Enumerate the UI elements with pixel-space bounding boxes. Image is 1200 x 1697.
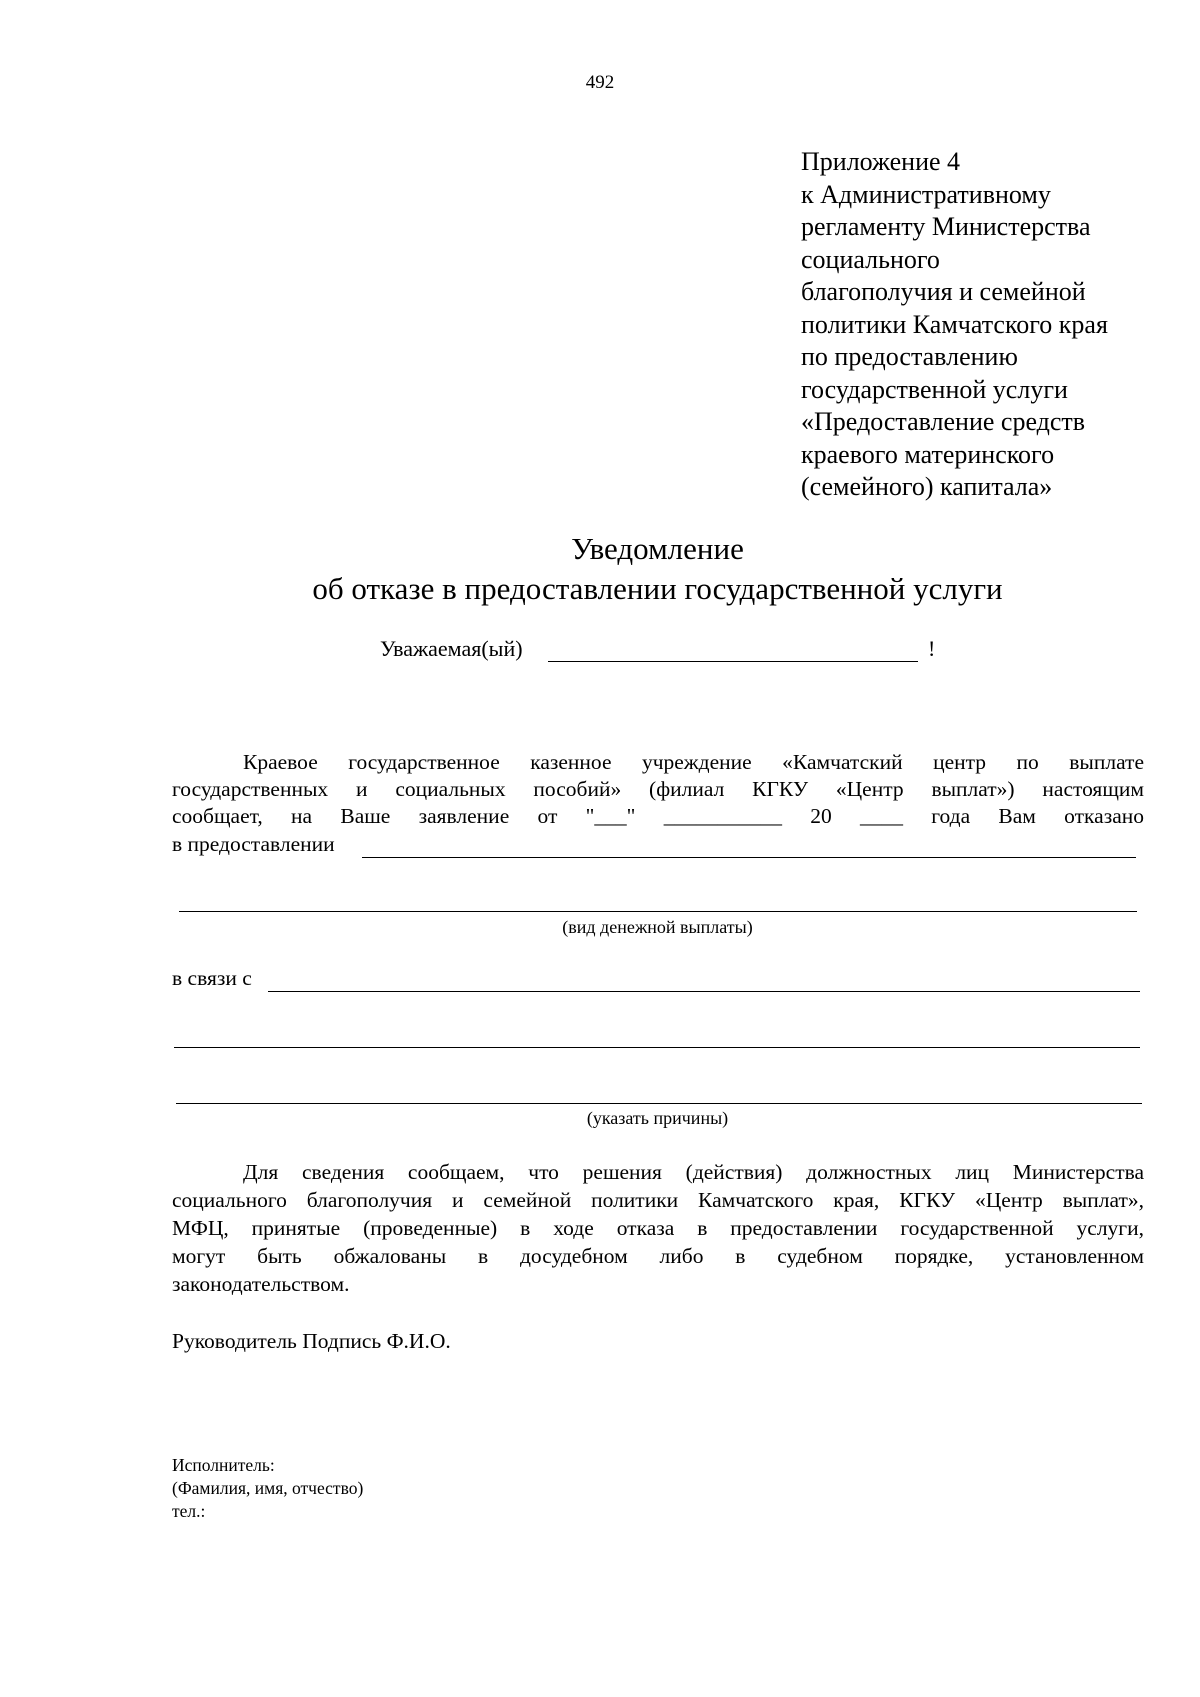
paragraph1-line4-prefix: в предоставлении xyxy=(172,832,335,856)
reason-field-line3[interactable] xyxy=(176,1103,1142,1104)
paragraph1-line3: сообщает, на Ваше заявление от "___" ___________ 20 ____ года Вам отказано xyxy=(172,804,1144,828)
paragraph1-line1: Краевое государственное казенное учреждение «Камчатский центр по выплате xyxy=(243,750,1144,774)
appendix-line: к Административному xyxy=(801,179,1051,209)
appendix-line: (семейного) капитала» xyxy=(801,472,1053,501)
payment-type-caption: (вид денежной выплаты) xyxy=(562,917,753,937)
appendix-block xyxy=(801,146,1181,504)
paragraph1-line2: государственных и социальных пособий» (филиал КГКУ «Центр выплат») настоящим xyxy=(172,777,1144,801)
executor-label: Исполнитель: xyxy=(172,1455,275,1475)
appendix-line: регламенту Министерства xyxy=(801,212,1091,241)
page-number: 492 xyxy=(585,72,615,93)
signature-line: Руководитель Подпись Ф.И.О. xyxy=(172,1329,451,1353)
document-title: Уведомление xyxy=(571,531,744,566)
salutation-prefix: Уважаемая(ый) xyxy=(380,636,523,661)
appendix-line: краевого материнского xyxy=(801,439,1055,469)
appendix-line: политики Камчатского края xyxy=(801,309,1108,339)
executor-name-hint: (Фамилия, имя, отчество) xyxy=(172,1478,364,1498)
document-subtitle: об отказе в предоставлении государственной услуги xyxy=(312,571,1003,606)
paragraph2-line4: могут быть обжалованы в досудебном либо в судебном порядке, установленном xyxy=(172,1244,1144,1268)
executor-block xyxy=(172,1454,363,1523)
paragraph2-line5: законодательством. xyxy=(172,1272,350,1296)
appendix-line: по предоставлению xyxy=(801,342,1018,371)
paragraph2-line3: МФЦ, принятые (проведенные) в ходе отказа в предоставлении государственной услуги, xyxy=(172,1216,1144,1240)
payment-type-field[interactable] xyxy=(179,911,1137,912)
appendix-line: благополучия и семейной xyxy=(801,277,1086,306)
reason-field-line1[interactable] xyxy=(268,991,1140,992)
reason-field-line2[interactable] xyxy=(174,1047,1140,1048)
paragraph2-line2: социального благополучия и семейной политики Камчатского края, КГКУ «Центр выплат», xyxy=(172,1188,1144,1212)
appendix-line: государственной услуги xyxy=(801,374,1068,404)
reason-caption: (указать причины) xyxy=(586,1108,729,1128)
salutation-suffix: ! xyxy=(928,636,936,661)
reason-prefix: в связи с xyxy=(172,966,252,990)
recipient-name-field[interactable] xyxy=(548,661,918,662)
appendix-line: «Предоставление средств xyxy=(801,407,1086,436)
service-name-field[interactable] xyxy=(362,857,1136,858)
appendix-line: Приложение 4 xyxy=(801,147,961,176)
paragraph2-line1: Для сведения сообщаем, что решения (действия) должностных лиц Министерства xyxy=(243,1160,1144,1184)
appendix-line: социального xyxy=(801,244,940,274)
executor-phone-label: тел.: xyxy=(172,1501,206,1521)
